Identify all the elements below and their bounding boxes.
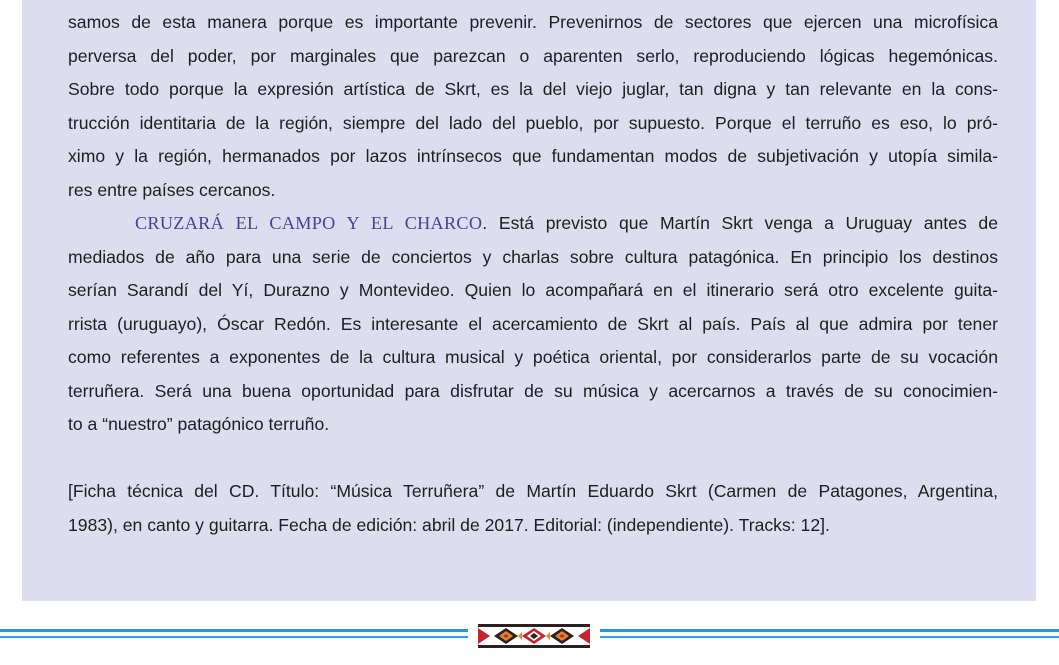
divider-rule-right — [600, 629, 1059, 632]
text-line: res entre países cercanos. — [68, 179, 276, 200]
credits-paragraph — [68, 475, 998, 542]
text-line: como referentes a exponentes de la cultura musical y poética oriental, por considerarlos parte de su vocación — [68, 347, 998, 367]
text-line: perversa del poder, por marginales que parezcan o aparenten serlo, reproduciendo lógicas hegemónicas. — [68, 45, 998, 66]
paragraph-2 — [68, 207, 998, 442]
divider-rule-right-thin — [600, 636, 1059, 638]
text-line: 1983), en canto y guitarra. Fecha de edición: abril de 2017. Editorial: (independiente). Tracks: 12]. — [68, 514, 830, 535]
text-line: trucción identitaria de la región, siempre del lado del pueblo, por supuesto. Porque el terruño es eso, lo pró- — [68, 112, 998, 133]
paragraph-spacer — [68, 442, 998, 476]
text-line-with-heading — [68, 207, 998, 241]
text-line: serían Sarandí del Yí, Durazno y Montevideo. Quien lo acompañará en el itinerario será otro excelente guita- — [68, 280, 998, 300]
divider-rule-left-thin — [0, 636, 468, 638]
article-body — [68, 6, 998, 542]
text-line: Sobre todo porque la expresión artística de Skrt, es la del viejo juglar, tan digna y tan relevante en la cons- — [68, 79, 998, 99]
text-fragment: . Está previsto que Martín Skrt venga a Uruguay antes de — [482, 213, 998, 233]
woven-diamond-ornament-icon — [478, 624, 590, 648]
text-line: to a “nuestro” patagónico terruño. — [68, 414, 330, 434]
text-line: mediados de año para una serie de conciertos y charlas sobre cultura patagónica. En principio los destinos — [68, 246, 998, 267]
text-line: rrista (uruguayo), Óscar Redón. Es interesante el acercamiento de Skrt al país. País al que admira por tener — [68, 313, 998, 334]
divider-rule-left — [0, 629, 468, 632]
section-heading: CRUZARÁ EL CAMPO Y EL CHARCO — [135, 213, 483, 233]
text-line: samos de esta manera porque es importante prevenir. Prevenirnos de sectores que ejercen una microfísica — [68, 12, 998, 32]
text-line: ximo y la región, hermanados por lazos intrínsecos que fundamentan modos de subjetivación y utopía simila- — [68, 146, 998, 166]
text-line: [Ficha técnica del CD. Título: “Música Terruñera” de Martín Eduardo Skrt (Carmen de Patagones, Argentina, — [68, 481, 998, 501]
decorative-footer — [0, 615, 1059, 655]
paragraph-1 — [68, 6, 998, 207]
text-line: terruñera. Será una buena oportunidad para disfrutar de su música y acercarnos a través de su conocimien- — [68, 380, 998, 401]
